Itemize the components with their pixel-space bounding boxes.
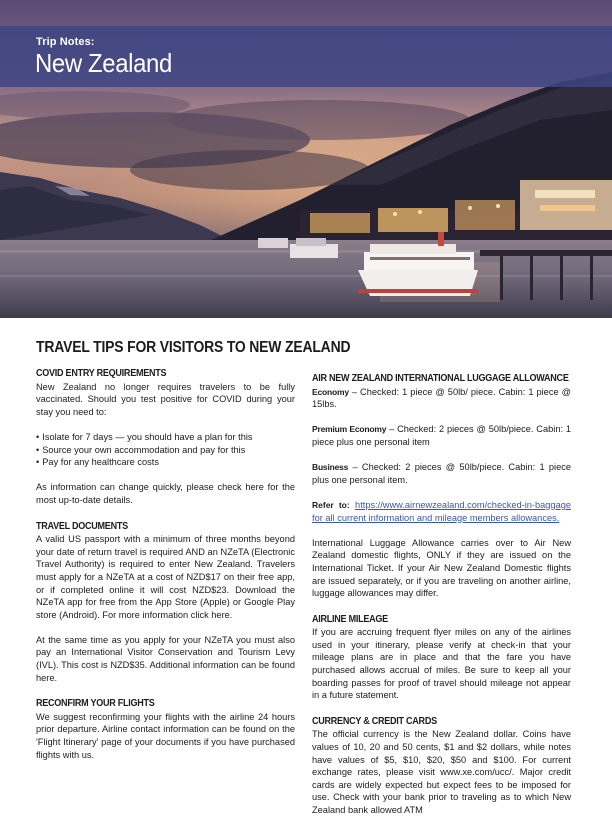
premium-text: – Checked: 2 pieces @ 50lb/piece. Cabin: 1 piece plus one personal item: [312, 424, 572, 447]
list-item: • Isolate for 7 days — you should have a plan for this: [36, 431, 295, 444]
refer-label: Refer to:: [312, 499, 350, 510]
currency-heading: CURRENCY & CREDIT CARDS: [312, 714, 437, 727]
luggage-section: [312, 372, 571, 600]
documents-paragraph-1[interactable]: A valid US passport with a minimum of three months beyond your date of return travel is required AND an NZeTA (Electronic Travel Authority) is required to enter New Zealand. Travelers must apply for a NZeTA at a cost of NZD$17 on their free app, or if completed online it will cost NZD$23. Download the NZeTA app for free from the App Store (Apple) or Google Play store (Android). For more information click here.: [36, 534, 295, 620]
travel-tips-heading: TRAVEL TIPS FOR VISITORS TO NEW ZEALAND: [36, 339, 351, 356]
page-title: New Zealand: [35, 48, 172, 78]
mileage-heading: AIRLINE MILEAGE: [312, 612, 388, 625]
covid-outro[interactable]: As information can change quickly, please check here for the most up-to-date details.: [36, 482, 295, 505]
list-item: • Source your own accommodation and pay for this: [36, 444, 295, 457]
right-column: [312, 372, 571, 830]
business-text: – Checked: 2 pieces @ 50lb/piece. Cabin: 1 piece plus one personal item.: [312, 462, 572, 485]
baggage-link[interactable]: https://www.airnewzealand.com/checked-in-baggage for all current information and mileage members allowances.: [312, 499, 571, 523]
hero-image: [0, 0, 612, 318]
covid-heading: COVID ENTRY REQUIREMENTS: [36, 367, 167, 379]
refer-line: [312, 499, 571, 524]
currency-paragraph: The official currency is the New Zealand dollar. Coins have values of 10, 20 and 50 cents, $1 and $2 dollars, while notes have values of $5, $10, $20, $50 and $100. For current exchange rates, please visit www.xe.com/ucc/. Major credit cards are widely expected but expect fees to be imposed for use. Check with your bank prior to traveling as to which New Zealand bank allowed ATM: [312, 729, 571, 815]
covid-intro: New Zealand no longer requires travelers to be fully vaccinated. Should you test positive for COVID during your stay you need to:: [36, 381, 295, 417]
currency-section: [312, 715, 571, 817]
list-item: • Pay for any healthcare costs: [36, 456, 295, 469]
business-allowance: [312, 461, 571, 486]
left-column: [36, 367, 295, 774]
mileage-section: [312, 613, 571, 702]
premium-label: Premium Economy: [312, 424, 387, 435]
premium-allowance: [312, 423, 571, 448]
documents-paragraph-2[interactable]: At the same time as you apply for your NZeTA you must also pay an International Visitor Conservation and Tourism Levy (IVL). This cost is NZD$35. Additional information can be found here.: [36, 634, 295, 683]
luggage-note: International Luggage Allowance carries over to Air New Zealand domestic flights, ONLY if they are issued on the International Ticket. If your Air New Zealand Domestic flights are issued separately, or if you are traveling on another airline, luggage allowances may differ.: [312, 537, 571, 599]
luggage-heading: AIR NEW ZEALAND INTERNATIONAL LUGGAGE ALLOWANCE: [312, 372, 569, 384]
business-label: Business: [312, 462, 349, 473]
documents-section: [36, 520, 295, 685]
economy-allowance: [312, 386, 571, 411]
covid-section: [36, 367, 295, 507]
reconfirm-heading: RECONFIRM YOUR FLIGHTS: [36, 697, 155, 710]
reconfirm-section: [36, 697, 295, 761]
mileage-paragraph: If you are accruing frequent flyer miles on any of the airlines used in your itinerary, please verify at check-in that your mileage plans are in place and that the fare you have purchased allows accrual of miles. Be sure to keep all your boarding passes for proof of travel should mileage not appear in a future statement.: [312, 627, 571, 701]
reconfirm-paragraph: We suggest reconfirming your flights with the airline 24 hours prior departure. Airline contact information can be found on the 'Flight Itinerary' page of your documents if you have purchased flights with us.: [36, 711, 295, 760]
economy-label: Economy: [312, 386, 349, 397]
title-band: [0, 26, 612, 87]
covid-bullet-list: [36, 431, 295, 469]
economy-text: – Checked: 1 piece @ 50lb/ piece. Cabin: 1 piece @ 15lbs.: [312, 386, 571, 410]
documents-heading: TRAVEL DOCUMENTS: [36, 519, 128, 532]
trip-notes-kicker: Trip Notes:: [36, 36, 95, 48]
